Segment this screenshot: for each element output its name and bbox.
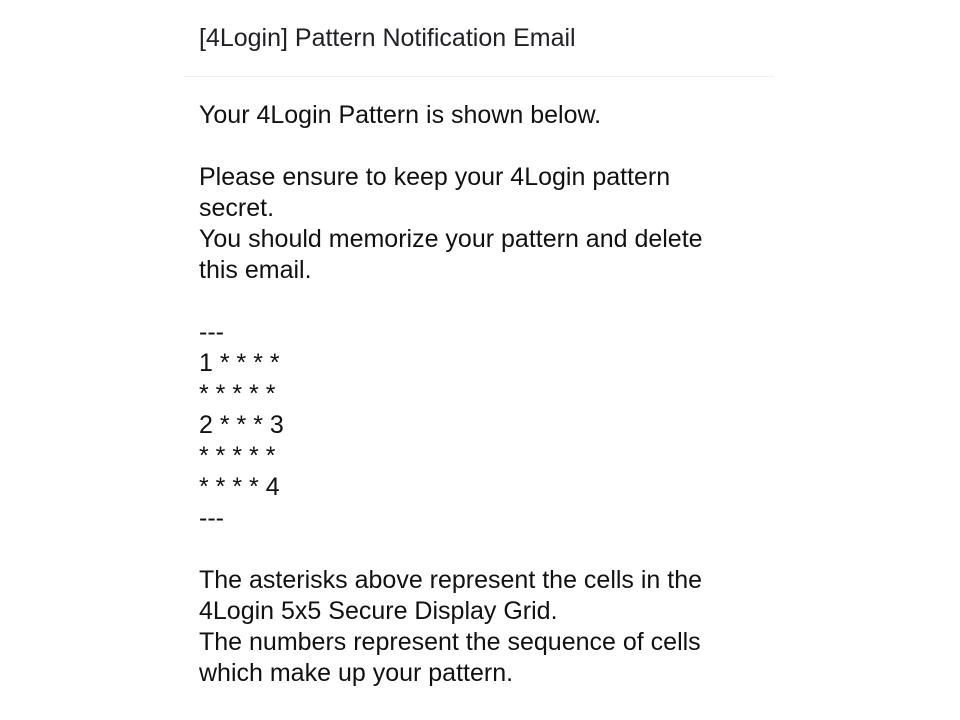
email-subject: [4Login] Pattern Notification Email [199, 24, 576, 52]
pattern-row-1: 1 * * * * [199, 349, 280, 377]
pattern-row-4: * * * * * [199, 442, 276, 470]
pattern-grid [199, 348, 759, 503]
keep-secret-line-2: secret. [199, 194, 275, 222]
paragraph-gap [199, 286, 759, 317]
separator-bottom: --- [199, 504, 224, 532]
pattern-row-5: * * * * 4 [199, 473, 280, 501]
explain-line-4: which make up your pattern. [199, 659, 514, 687]
separator-top: --- [199, 318, 224, 346]
memorize-line-2: this email. [199, 256, 312, 284]
explain-line-1: The asterisks above represent the cells in the [199, 566, 703, 594]
keep-secret-line-1: Please ensure to keep your 4Login pattern [199, 163, 671, 191]
explain-line-2: 4Login 5x5 Secure Display Grid. [199, 597, 558, 625]
email-view [184, 0, 774, 720]
subject-divider [184, 76, 774, 77]
paragraph-gap [199, 534, 759, 565]
pattern-row-2: * * * * * [199, 380, 276, 408]
explain-line-3: The numbers represent the sequence of cells [199, 628, 701, 656]
pattern-row-3: 2 * * * 3 [199, 411, 284, 439]
paragraph-gap [199, 131, 759, 162]
memorize-line-1: You should memorize your pattern and delete [199, 225, 703, 253]
intro-line: Your 4Login Pattern is shown below. [199, 101, 602, 129]
email-body [199, 100, 759, 689]
